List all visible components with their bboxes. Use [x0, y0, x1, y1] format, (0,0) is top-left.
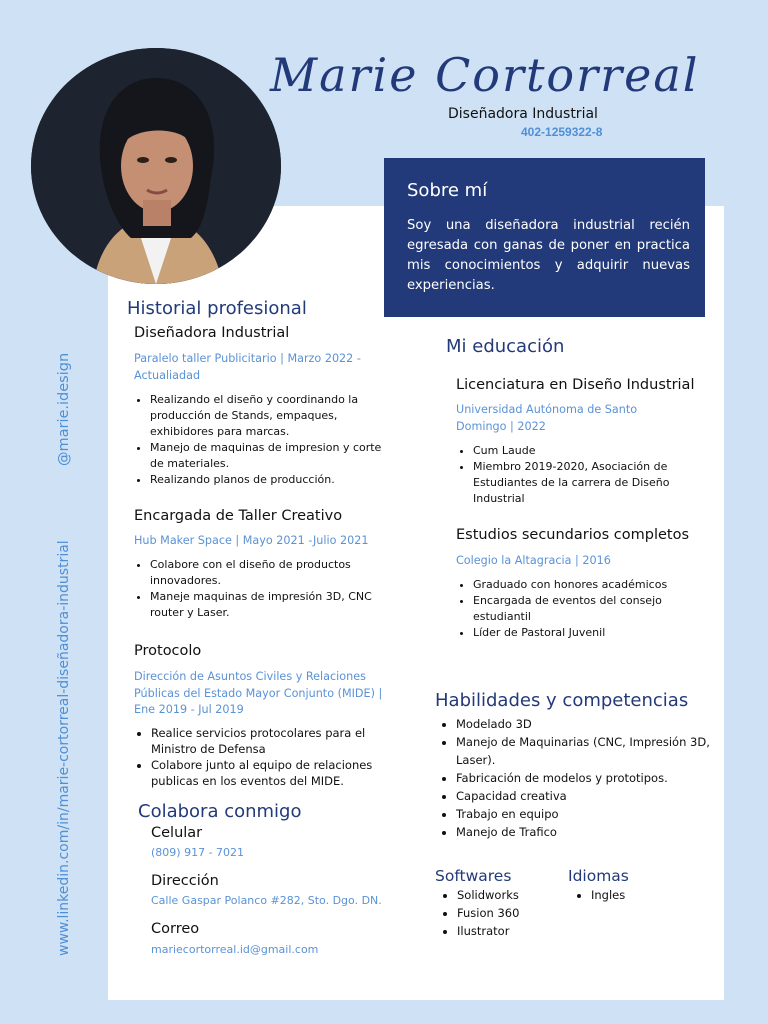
skills-list [442, 715, 718, 841]
list-item: • Manejo de Trafico [456, 823, 718, 841]
list-item: • Realice servicios protocolares para el Ministro de Defensa [151, 725, 391, 757]
linkedin-url[interactable]: www.linkedin.com/in/marie-cortorreal-diseñadora-industrial [56, 540, 72, 956]
about-title: Sobre mí [407, 180, 488, 201]
list-item: • Manejo de maquinas de impresion y corte de materiales. [150, 440, 388, 472]
portrait-image [31, 48, 281, 284]
list-item: • Colabore junto al equipo de relaciones publicas en los eventos del MIDE. [151, 757, 391, 789]
list-item: • Colabore con el diseño de productos innovadores. [150, 557, 388, 589]
job-title: Encargada de Taller Creativo [134, 508, 343, 524]
list-item: • Fusion 360 [457, 904, 567, 922]
list-item: • Trabajo en equipo [456, 805, 718, 823]
email-value[interactable]: mariecortorreal.id@gmail.com [151, 943, 319, 956]
list-item: • Líder de Pastoral Juvenil [473, 625, 705, 641]
list-item: • Cum Laude [473, 443, 703, 459]
degree-title: Estudios secundarios completos [456, 527, 690, 543]
list-item: • Graduado con honores académicos [473, 577, 705, 593]
list-item: • Maneje maquinas de impresión 3D, CNC router y Laser. [150, 589, 388, 621]
list-item: • Manejo de Maquinarias (CNC, Impresión 3D, Laser). [456, 733, 718, 769]
email-label: Correo [151, 921, 200, 937]
about-box [384, 158, 705, 317]
history-title: Historial profesional [127, 298, 307, 319]
list-item: • Ingles [591, 886, 691, 904]
profile-photo [31, 48, 281, 284]
list-item: • Solidworks [457, 886, 567, 904]
phone-value[interactable]: (809) 917 - 7021 [151, 846, 245, 859]
instagram-handle[interactable]: @marie.idesign [56, 352, 72, 466]
contact-title: Colabora conmigo [138, 801, 302, 822]
candidate-name: Marie Cortorreal [270, 48, 700, 102]
softwares-list [443, 886, 567, 940]
job-meta: Paralelo taller Publicitario | Marzo 2022 - Actualiadad [134, 352, 361, 382]
address-value: Calle Gaspar Polanco #282, Sto. Dgo. DN. [151, 894, 382, 907]
job-title: Diseñadora Industrial [134, 325, 290, 341]
degree-bullets [459, 577, 705, 641]
skills-title: Habilidades y competencias [435, 690, 689, 711]
degree-meta: Colegio la Altagracia | 2016 [456, 554, 611, 567]
softwares-title: Softwares [435, 867, 512, 885]
list-item: • Modelado 3D [456, 715, 718, 733]
degree-title: Licenciatura en Diseño Industrial [456, 377, 695, 393]
list-item: • Fabricación de modelos y prototipos. [456, 769, 718, 787]
list-item: • Miembro 2019-2020, Asociación de Estudiantes de la carrera de Diseño Industrial [473, 459, 703, 507]
address-label: Dirección [151, 873, 219, 889]
job-meta: Hub Maker Space | Mayo 2021 -Julio 2021 [134, 534, 369, 547]
languages-title: Idiomas [568, 867, 629, 885]
list-item: • Realizando planos de producción. [150, 472, 388, 488]
list-item: • Encargada de eventos del consejo estudiantil [473, 593, 705, 625]
job-bullets [136, 557, 388, 621]
list-item: • Capacidad creativa [456, 787, 718, 805]
list-item: • Realizando el diseño y coordinando la producción de Stands, empaques, exhibidores para marcas. [150, 392, 388, 440]
degree-meta: Universidad Autónoma de Santo Domingo | 2022 [456, 403, 638, 433]
job-bullets [137, 725, 391, 789]
about-text: Soy una diseñadora industrial recién egresada con ganas de poner en practica mis conocimientos y adquirir nuevas experiencias. [407, 218, 690, 293]
education-title: Mi educación [446, 336, 565, 357]
candidate-id-number: 402-1259322-8 [521, 125, 603, 139]
job-bullets [136, 392, 388, 488]
job-meta: Dirección de Asuntos Civiles y Relaciones Públicas del Estado Mayor Conjunto (MIDE) | Ene 2019 - Jul 2019 [134, 670, 383, 716]
candidate-role: Diseñadora Industrial [448, 106, 598, 122]
degree-bullets [459, 443, 703, 507]
languages-list [577, 886, 691, 904]
job-title: Protocolo [134, 643, 202, 659]
phone-label: Celular [151, 825, 203, 841]
list-item: • Ilustrator [457, 922, 567, 940]
